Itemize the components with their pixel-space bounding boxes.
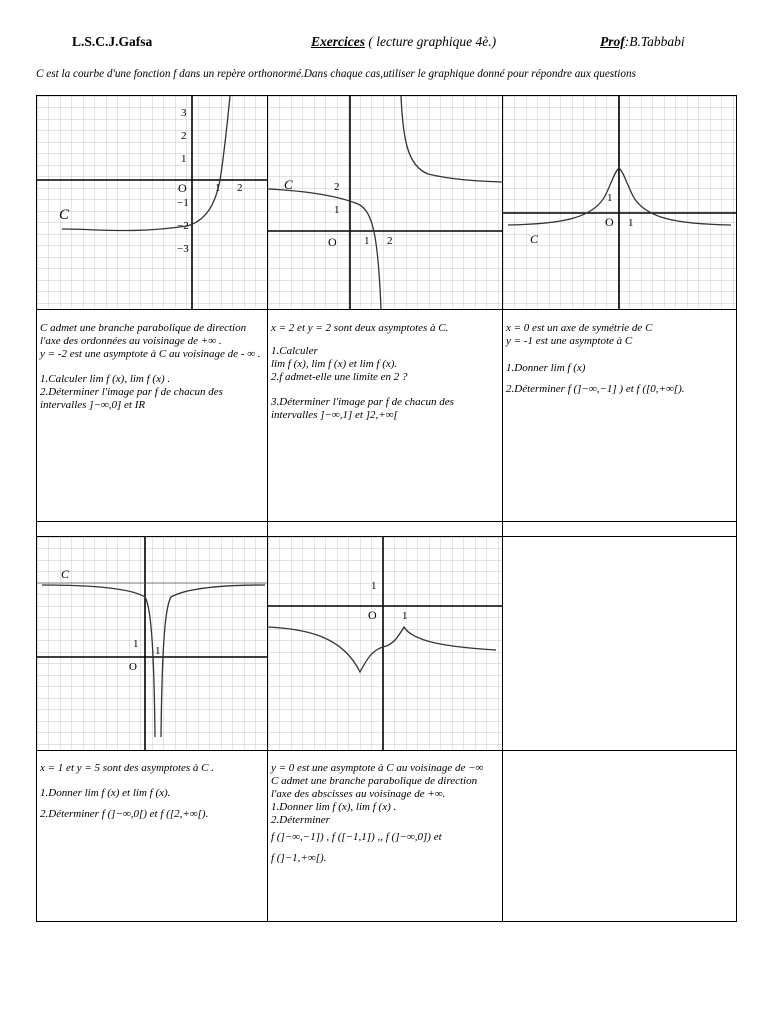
spacer-cell xyxy=(503,522,737,537)
page-title xyxy=(311,34,496,50)
ex1-line2: y = -2 est une asymptote à C au voisinage de - ∞ . xyxy=(40,348,261,360)
title-exercices: Exercices xyxy=(311,34,365,49)
school-name: L.S.C.J.Gafsa xyxy=(72,34,153,49)
ex5-line3: 1.Donner lim f (x), lim f (x) . xyxy=(271,801,397,813)
origin-label: O xyxy=(129,661,137,673)
grid xyxy=(268,537,502,750)
ex2-line5: 3.Déterminer l'image par f de chacun des intervalles ]−∞,1] et ]2,+∞[ xyxy=(271,396,454,421)
y-tick-2: 2 xyxy=(334,181,340,193)
graph-cell-3 xyxy=(503,96,737,310)
ex5-line4: 2.Déterminer xyxy=(271,814,330,826)
ex5-line2: C admet une branche parabolique de direction l'axe des abscisses au voisinage de +∞. xyxy=(271,775,478,800)
origin-label: O xyxy=(605,215,614,229)
y-tick-1: 1 xyxy=(133,638,139,650)
graph-cell-2 xyxy=(268,96,503,310)
title-rest: ( lecture graphique 4è.) xyxy=(364,34,497,49)
graph-cell-4 xyxy=(37,537,268,751)
x-tick-2: 2 xyxy=(237,182,243,194)
exercise-4-text xyxy=(37,751,268,922)
graph-cell-1 xyxy=(37,96,268,310)
ex1-line3: 1.Calculer lim f (x), lim f (x) . xyxy=(40,373,171,385)
graph-5 xyxy=(268,537,502,750)
x-tick-1: 1 xyxy=(155,645,161,657)
curve-label: C xyxy=(284,177,293,192)
empty-cell xyxy=(503,751,737,922)
y-tick-m3: −3 xyxy=(177,243,189,255)
exercise-1-text xyxy=(37,310,268,522)
x-tick-1: 1 xyxy=(628,217,634,229)
ex5-line1: y = 0 est une asymptote à C au voisinage de −∞ xyxy=(271,762,484,774)
ex2-line1: x = 2 et y = 2 sont deux asymptotes à C. xyxy=(271,322,449,334)
exercise-2-text xyxy=(268,310,503,522)
ex3-line4: 2.Déterminer f (]−∞,−1] ) et f ([0,+∞[). xyxy=(506,383,685,395)
spacer-cell xyxy=(37,522,268,537)
y-tick-2: 2 xyxy=(181,130,187,142)
spacer-cell xyxy=(268,522,503,537)
curve-label: C xyxy=(59,207,70,223)
ex4-line1: x = 1 et y = 5 sont des asymptotes à C . xyxy=(40,762,215,774)
y-tick-m1: −1 xyxy=(177,197,189,209)
ex1-line4: 2.Déterminer l'image par f de chacun des intervalles ]−∞,0] et IR xyxy=(40,386,223,411)
prof-value: :B.Tabbabi xyxy=(624,34,685,49)
ex3-line3: 1.Donner lim f (x) xyxy=(506,362,586,374)
x-tick-1: 1 xyxy=(215,182,221,194)
y-tick-m2: −2 xyxy=(177,220,189,232)
teacher-name xyxy=(600,34,685,50)
ex5-line6: f (]−1,+∞[). xyxy=(271,852,327,864)
graph-1 xyxy=(37,96,267,309)
y-tick-1: 1 xyxy=(371,580,377,592)
prof-label: Prof xyxy=(600,34,625,49)
grid xyxy=(37,96,267,309)
ex4-line2: 1.Donner lim f (x) et lim f (x). xyxy=(40,787,171,799)
ex3-line2: y = -1 est une asymptote à C xyxy=(506,335,633,347)
intro-text: C est la courbe d'une fonction f dans un repère orthonormé.Dans chaque cas,utiliser le graphique donné pour répondre aux questions xyxy=(36,68,636,80)
curve-label: C xyxy=(530,232,539,246)
x-tick-2: 2 xyxy=(387,235,393,247)
ex4-line3: 2.Déterminer f (]−∞,0[) et f ([2,+∞[). xyxy=(40,808,209,820)
origin-label: O xyxy=(178,181,187,195)
ex2-line4: 2.f admet-elle une limite en 2 ? xyxy=(271,371,408,383)
graph-cell-5 xyxy=(268,537,503,751)
origin-label: O xyxy=(328,235,337,249)
exercise-5-text xyxy=(268,751,503,922)
x-tick-1: 1 xyxy=(364,235,370,247)
empty-cell xyxy=(503,537,737,751)
exercise-table xyxy=(36,95,737,922)
ex3-line1: x = 0 est un axe de symétrie de C xyxy=(506,322,653,334)
ex5-line5: f (]−∞,−1]) , f ([−1,1]) ,, f (]−∞,0]) et xyxy=(271,831,442,843)
graph-2 xyxy=(268,96,502,309)
exercise-3-text xyxy=(503,310,737,522)
ex1-line1: C admet une branche parabolique de direction l'axe des ordonnées au voisinage de +∞ . xyxy=(40,322,247,347)
origin-label: O xyxy=(368,608,377,622)
x-tick-1: 1 xyxy=(402,610,408,622)
y-tick-1: 1 xyxy=(607,192,613,204)
ex2-line3: lim f (x), lim f (x) et lim f (x). xyxy=(271,358,398,370)
ex2-line2: 1.Calculer xyxy=(271,345,318,357)
y-tick-3: 3 xyxy=(181,107,187,119)
curve-label: C xyxy=(61,567,70,581)
graph-3 xyxy=(503,96,736,309)
y-tick-1: 1 xyxy=(181,153,187,165)
grid xyxy=(268,96,502,309)
y-tick-1: 1 xyxy=(334,204,340,216)
graph-4 xyxy=(37,537,267,750)
